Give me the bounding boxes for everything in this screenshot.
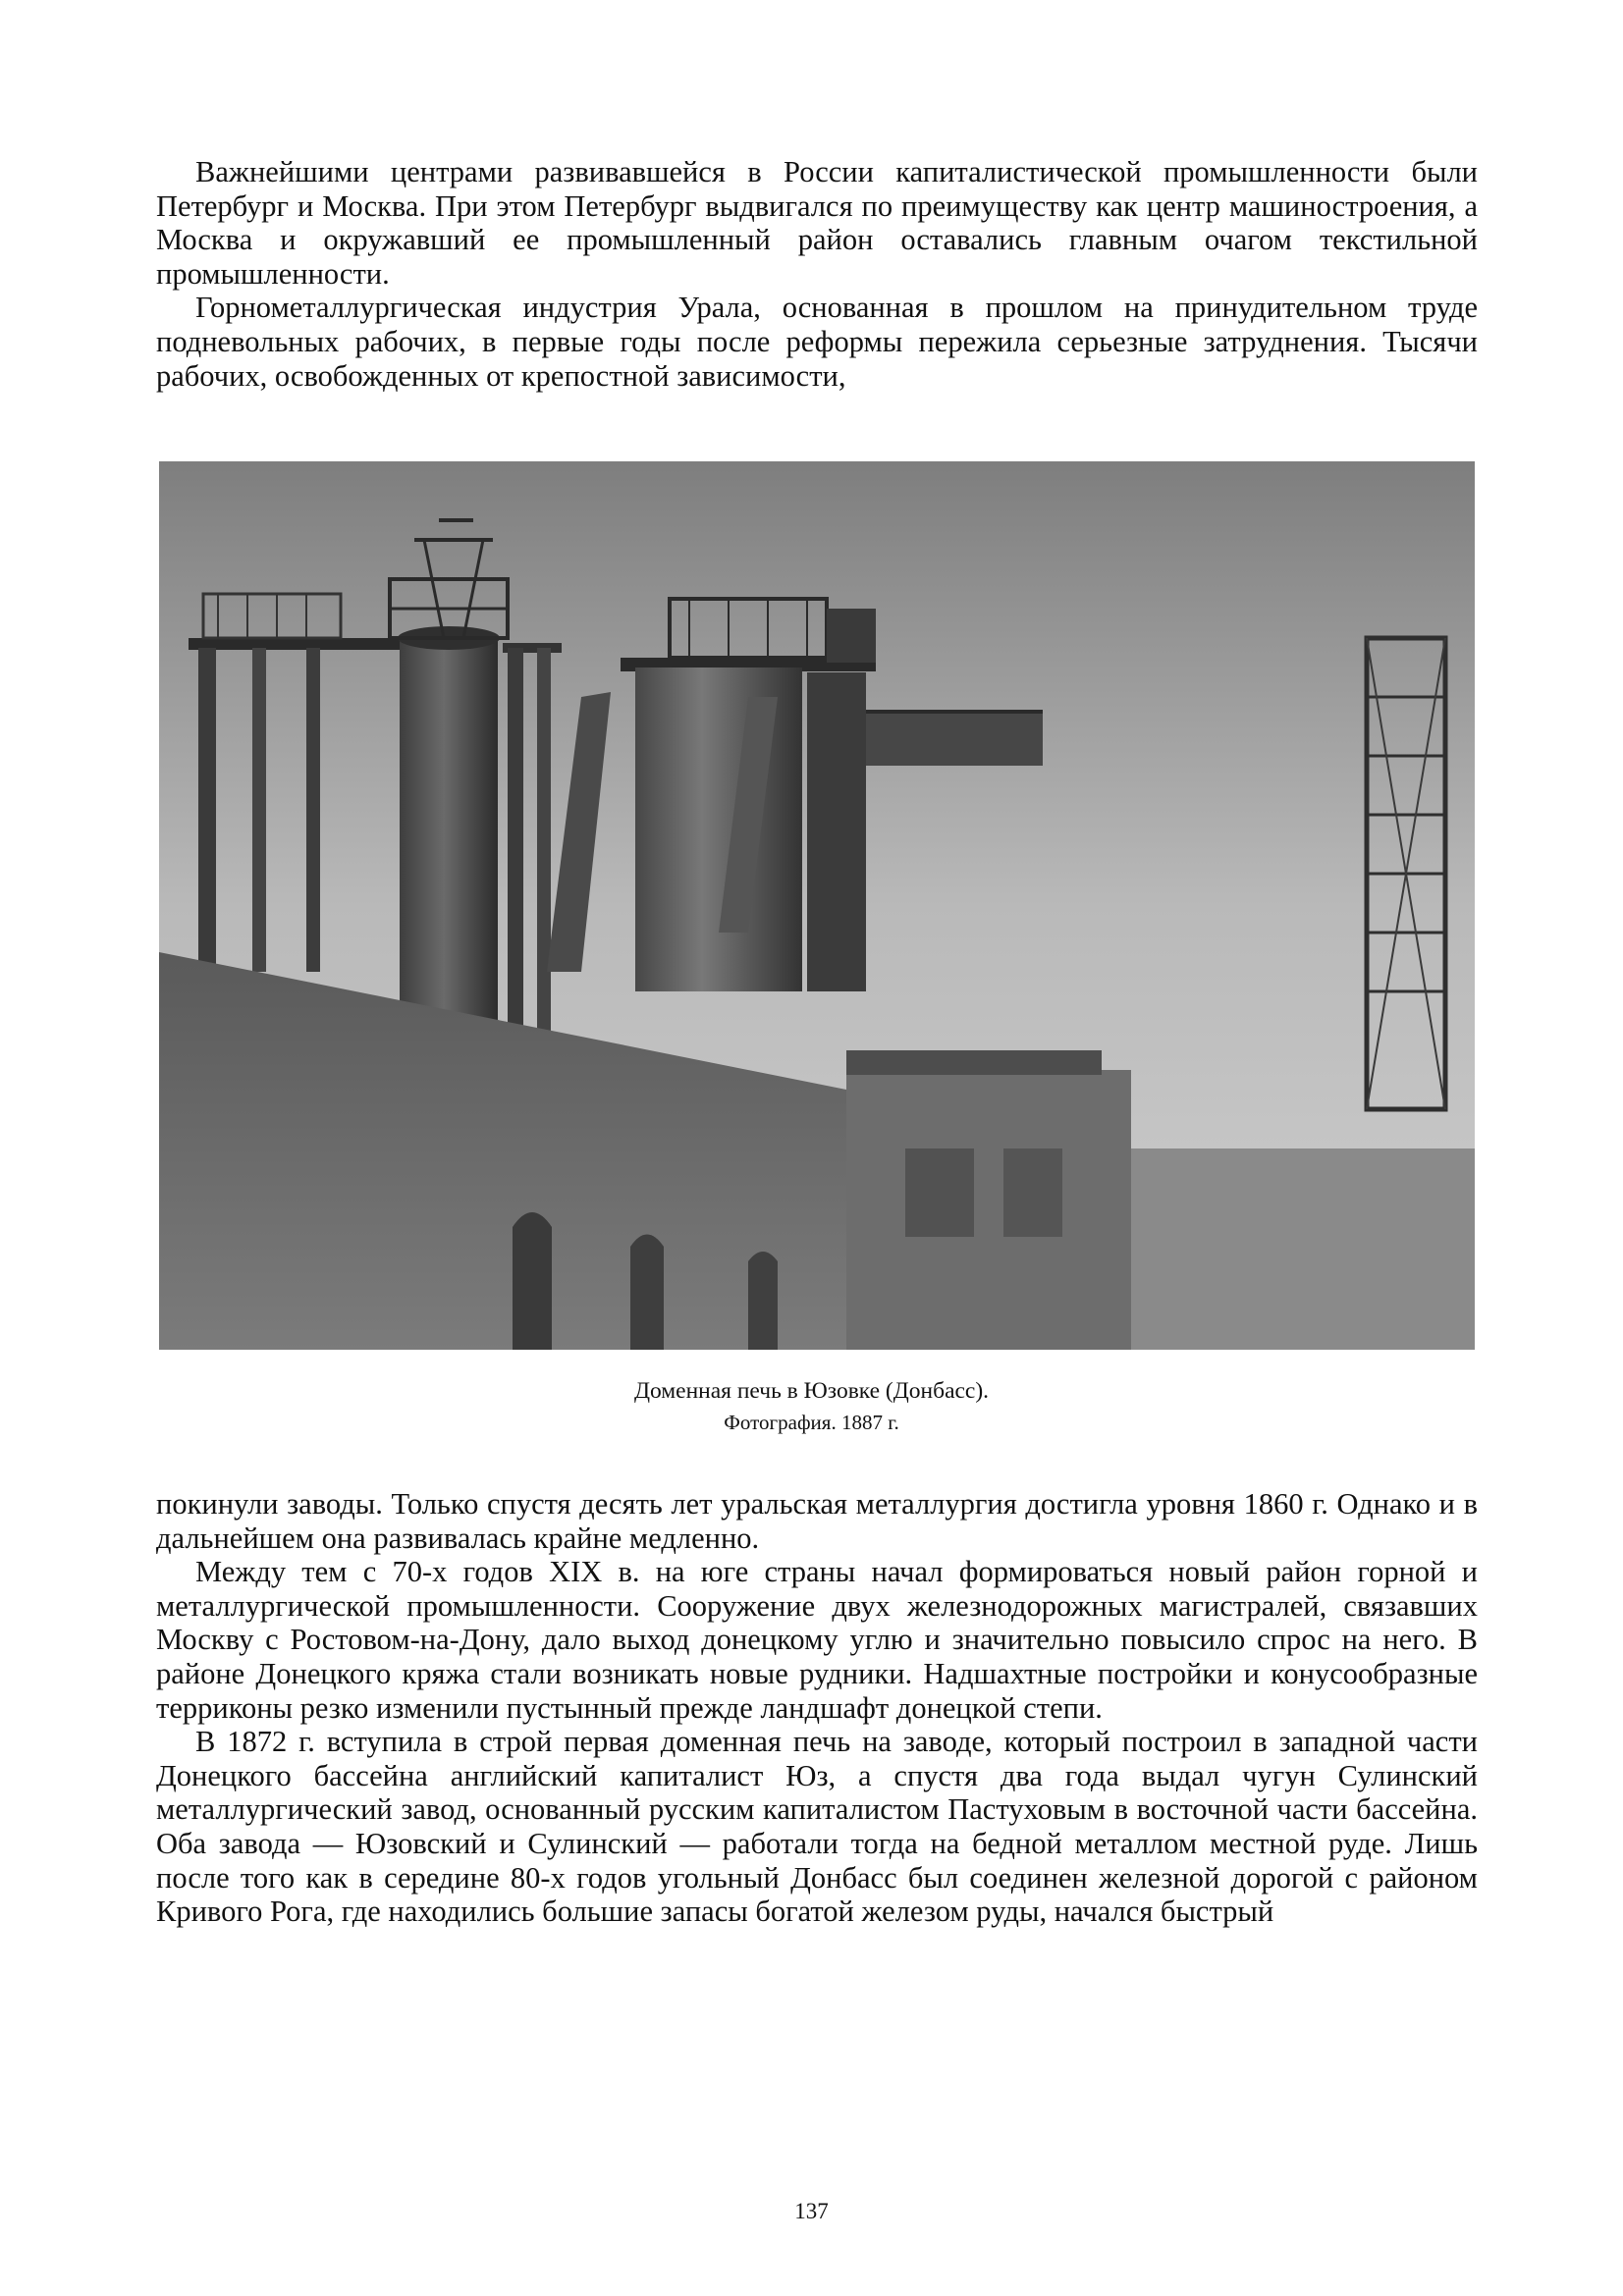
text-block-top — [156, 155, 1478, 393]
page-number: 137 — [794, 2199, 829, 2223]
text-block-bottom — [156, 1487, 1478, 1929]
blast-furnace-photo — [159, 461, 1475, 1350]
figure-caption-subline: Фотография. 1887 г. — [724, 1411, 899, 1434]
paragraph: В 1872 г. вступила в строй первая доменная печь на заводе, который построил в западной части Донецкого бассейна английский капиталист Юз, а спустя два года выдал чугун Сулинский металлургический завод, основанный русским капиталистом Пастуховым в восточной части бассейна. Оба завода — Юзовский и Сулинский — работали тогда на бедной металлом местной руде. Лишь после того как в середине 80-х годов угольный Донбасс был соединен железной дорогой с районом Кривого Рога, где находились большие запасы богатой железом руды, начался быстрый — [156, 1725, 1478, 1929]
paragraph: покинули заводы. Только спустя десять лет уральская металлургия достигла уровня 1860 г. Однако и в дальнейшем она развивалась крайне медленно. — [156, 1487, 1478, 1555]
paragraph: Горнометаллургическая индустрия Урала, основанная в прошлом на принудительном труде подневольных рабочих, в первые годы после реформы пережила серьезные затруднения. Тысячи рабочих, освобожденных от крепостной зависимости, — [156, 291, 1478, 393]
paragraph: Важнейшими центрами развивавшейся в России капиталистической промышленности были Петербург и Москва. При этом Петербург выдвигался по преимуществу как центр машиностроения, а Москва и окружавший ее промышленный район оставались главным очагом текстильной промышленности. — [156, 155, 1478, 291]
figure-caption: Доменная печь в Юзовке (Донбасс). — [633, 1378, 990, 1404]
paragraph: Между тем с 70-х годов XIX в. на юге страны начал формироваться новый район горной и металлургической промышленности. Сооружение двух железнодорожных магистралей, связавших Москву с Ростовом-на-Дону, дало выход донецкому углю и значительно повысило спрос на него. В районе Донецкого кряжа стали возникать новые рудники. Надшахтные постройки и конусообразные терриконы резко изменили пустынный прежде ландшафт донецкой степи. — [156, 1555, 1478, 1725]
